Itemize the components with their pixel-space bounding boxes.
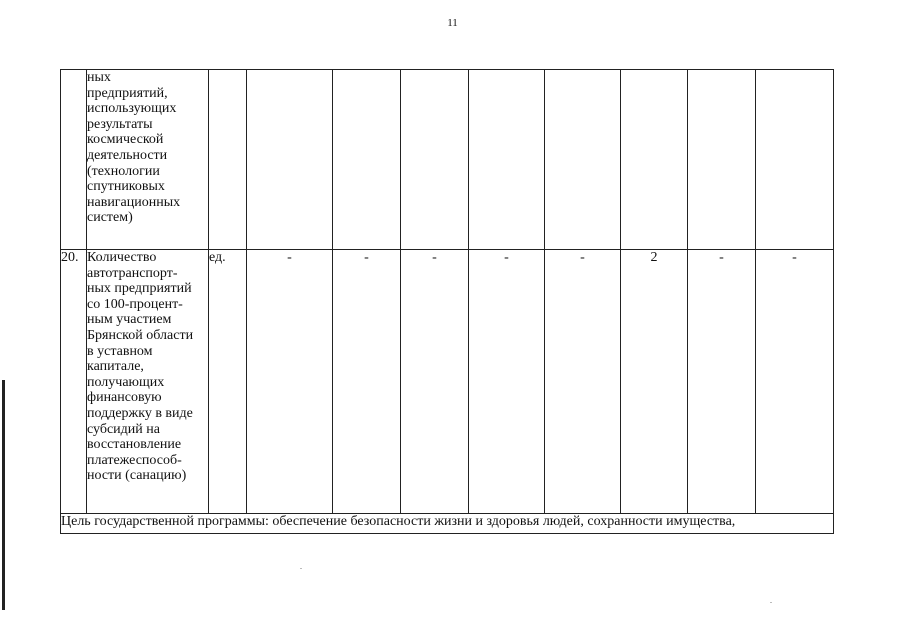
value-cell — [756, 70, 834, 250]
row-number — [61, 70, 87, 250]
row-number: 20. — [61, 250, 87, 514]
value-cell — [469, 70, 545, 250]
indicator-name: Количество автотранспорт- ных предприятий со 100-процент- ным участием Брянской области в уставном капитале, получающих финансовую поддержку в виде субсидий на восстановление платежеспособ- ности (санацию) — [87, 250, 209, 514]
indicator-name: ных предприятий, использующих результаты космической деятельности (технологии спутниковых навигационных систем) — [87, 70, 209, 250]
value-cell: - — [333, 250, 401, 514]
scan-margin-mark — [2, 380, 5, 610]
scan-speck — [770, 602, 772, 603]
value-cell: - — [469, 250, 545, 514]
value-cell: - — [688, 250, 756, 514]
page-number: 11 — [447, 17, 458, 29]
value-cell — [333, 70, 401, 250]
value-cell: 2 — [621, 250, 688, 514]
goal-text: Цель государственной программы: обеспечение безопасности жизни и здоровья людей, сохранности имущества, — [61, 514, 834, 534]
unit-cell: ед. — [209, 250, 247, 514]
unit-cell — [209, 70, 247, 250]
value-cell — [545, 70, 621, 250]
value-cell: - — [247, 250, 333, 514]
table-row-20 — [61, 250, 834, 514]
value-cell — [688, 70, 756, 250]
value-cell — [247, 70, 333, 250]
indicators-table — [60, 69, 834, 534]
scan-speck — [300, 568, 302, 569]
table-row-continued — [61, 70, 834, 250]
table-row-goal — [61, 514, 834, 534]
value-cell — [401, 70, 469, 250]
value-cell: - — [545, 250, 621, 514]
value-cell: - — [401, 250, 469, 514]
value-cell: - — [756, 250, 834, 514]
value-cell — [621, 70, 688, 250]
